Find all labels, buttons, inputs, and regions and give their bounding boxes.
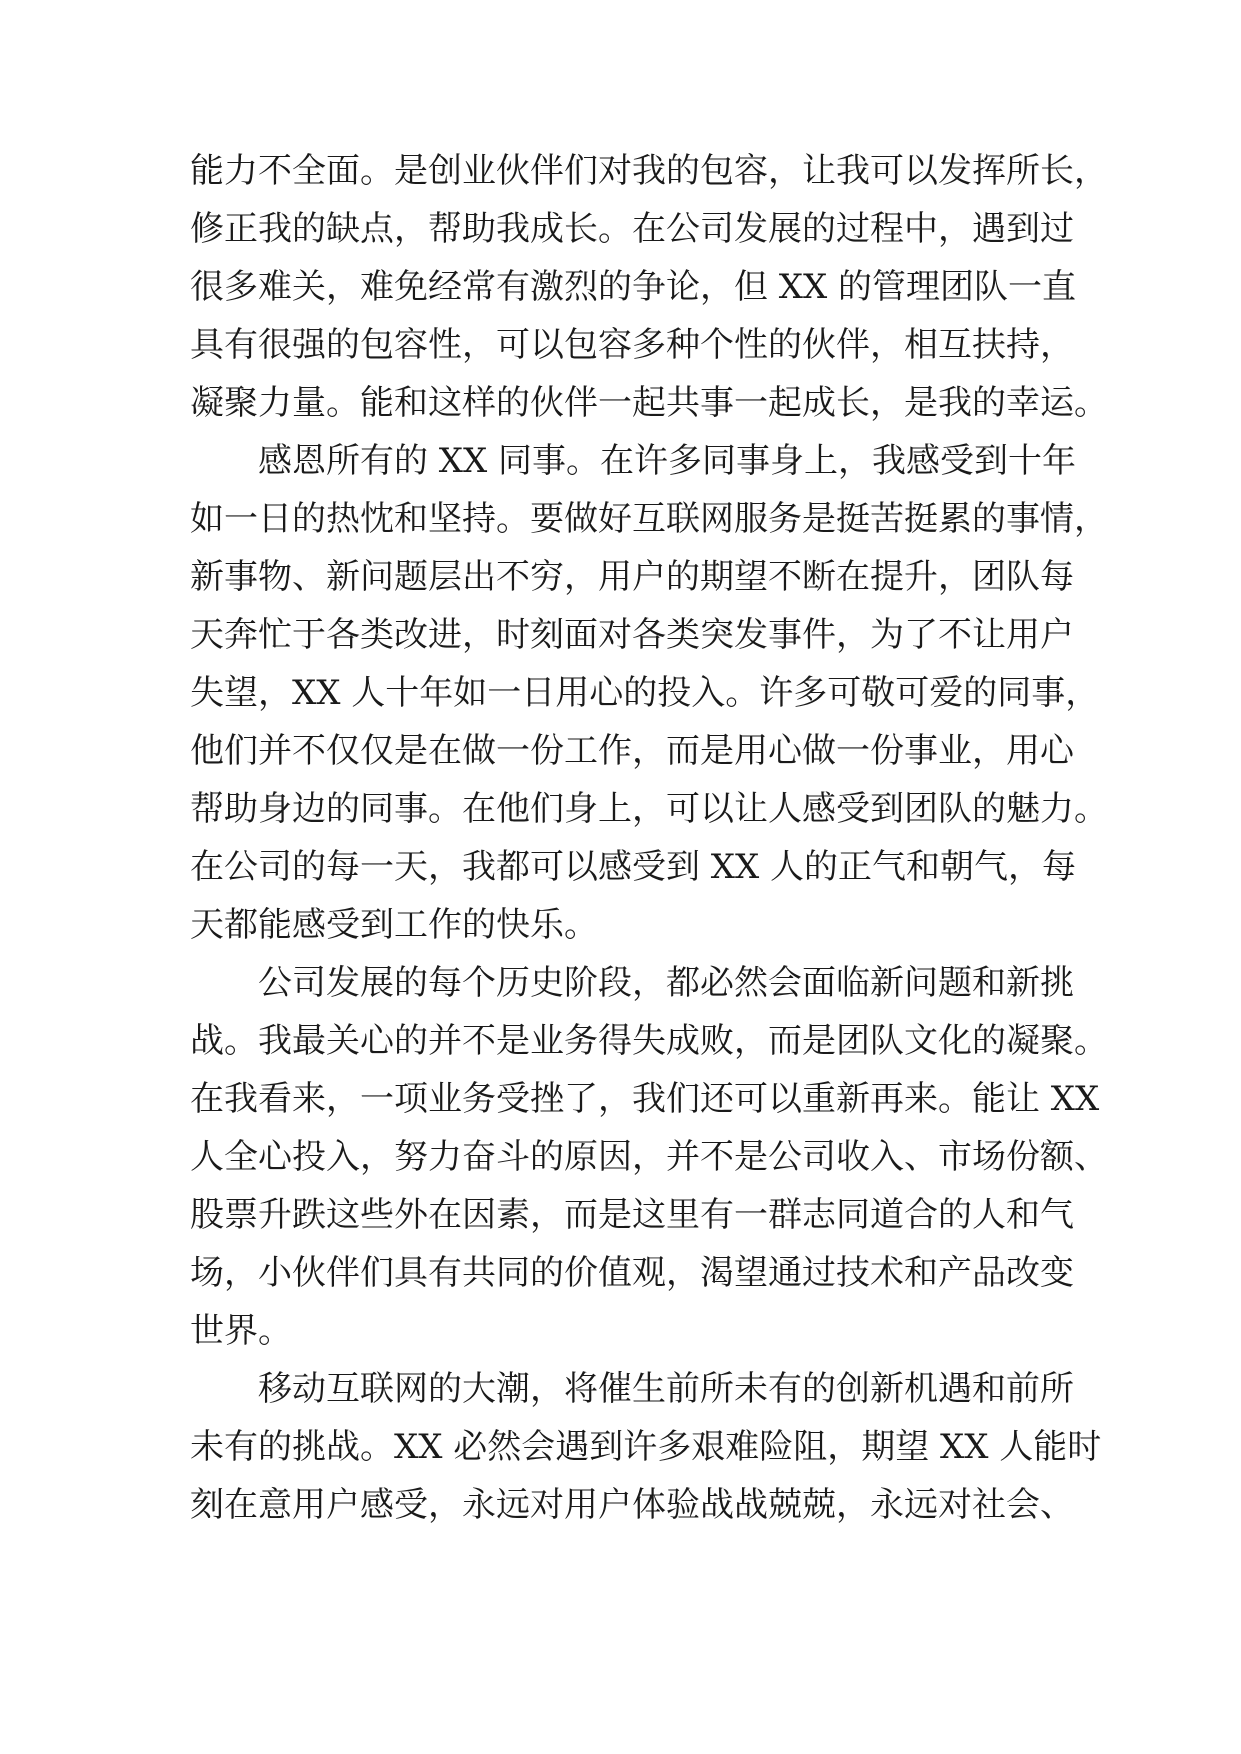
text-line: 具有很强的包容性，可以包容多种个性的伙伴，相互扶持， bbox=[190, 325, 1074, 365]
paragraph-3 bbox=[190, 954, 1108, 1360]
text-line: 在公司的每一天，我都可以感受到 XX 人的正气和朝气，每 bbox=[190, 847, 1077, 887]
text-line: 帮助身边的同事。在他们身上，可以让人感受到团队的魅力。 bbox=[190, 789, 1108, 829]
text-line: 新事物、新问题层出不穷，用户的期望不断在提升，团队每 bbox=[190, 557, 1074, 597]
text-line: 凝聚力量。能和这样的伙伴一起共事一起成长，是我的幸运。 bbox=[190, 383, 1108, 423]
text-line: 场，小伙伴们具有共同的价值观，渴望通过技术和产品改变 bbox=[190, 1253, 1074, 1293]
text-line: 公司发展的每个历史阶段，都必然会面临新问题和新挑 bbox=[258, 963, 1074, 1003]
text-line: 很多难关，难免经常有激烈的争论，但 XX 的管理团队一直 bbox=[190, 267, 1077, 307]
text-line: 天都能感受到工作的快乐。 bbox=[190, 905, 598, 945]
text-line: 股票升跌这些外在因素，而是这里有一群志同道合的人和气 bbox=[190, 1195, 1074, 1235]
text-line: 如一日的热忱和坚持。要做好互联网服务是挺苦挺累的事情， bbox=[190, 499, 1108, 539]
text-line: 在我看来，一项业务受挫了，我们还可以重新再来。能让 XX bbox=[190, 1079, 1100, 1119]
text-line: 移动互联网的大潮，将催生前所未有的创新机遇和前所 bbox=[258, 1369, 1074, 1409]
paragraph-2 bbox=[190, 432, 1108, 954]
text-line: 能力不全面。是创业伙伴们对我的包容，让我可以发挥所长， bbox=[190, 151, 1108, 191]
text-line: 未有的挑战。XX 必然会遇到许多艰难险阻，期望 XX 人能时 bbox=[190, 1427, 1102, 1467]
text-line: 刻在意用户感受，永远对用户体验战战兢兢，永远对社会、 bbox=[190, 1485, 1074, 1525]
text-line: 战。我最关心的并不是业务得失成败，而是团队文化的凝聚。 bbox=[190, 1021, 1108, 1061]
text-line: 感恩所有的 XX 同事。在许多同事身上，我感受到十年 bbox=[258, 441, 1077, 481]
paragraph-1 bbox=[190, 142, 1108, 432]
text-line: 世界。 bbox=[190, 1311, 292, 1351]
text-line: 失望，XX 人十年如一日用心的投入。许多可敬可爱的同事， bbox=[190, 673, 1100, 713]
document-body bbox=[190, 142, 1108, 1534]
text-line: 人全心投入，努力奋斗的原因，并不是公司收入、市场份额、 bbox=[190, 1137, 1108, 1177]
text-line: 修正我的缺点，帮助我成长。在公司发展的过程中，遇到过 bbox=[190, 209, 1074, 249]
text-line: 天奔忙于各类改进，时刻面对各类突发事件，为了不让用户 bbox=[190, 615, 1074, 655]
text-line: 他们并不仅仅是在做一份工作，而是用心做一份事业，用心 bbox=[190, 731, 1074, 771]
paragraph-4 bbox=[190, 1360, 1102, 1534]
